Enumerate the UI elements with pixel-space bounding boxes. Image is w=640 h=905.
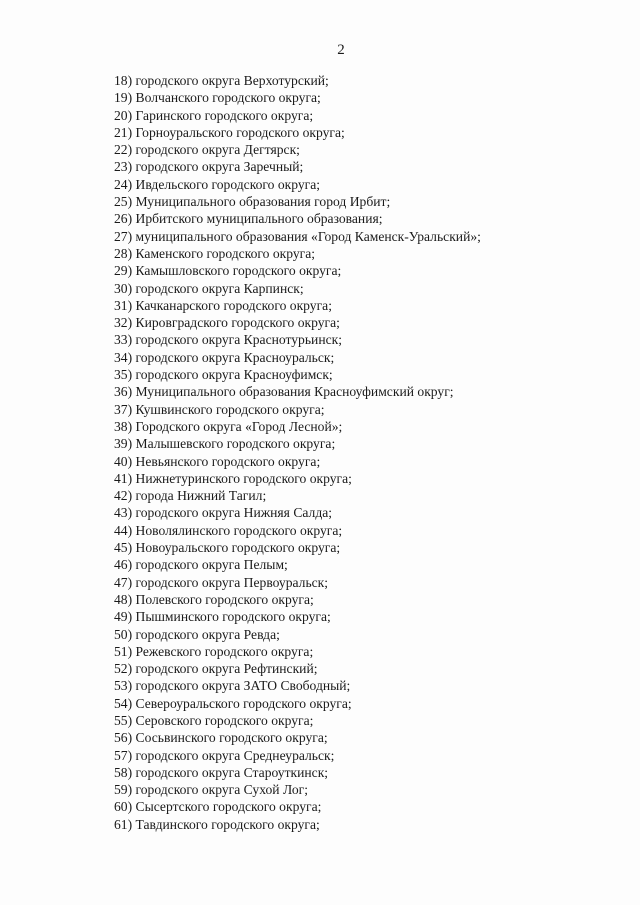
- list-item: 60) Сысертского городского округа;: [114, 799, 322, 815]
- list-item: 29) Камышловского городского округа;: [114, 263, 342, 279]
- list-item: 53) городского округа ЗАТО Свободный;: [114, 678, 351, 694]
- list-item: 23) городского округа Заречный;: [114, 159, 304, 175]
- municipality-list: [114, 72, 481, 833]
- list-item: 59) городского округа Сухой Лог;: [114, 782, 308, 798]
- list-item: 47) городского округа Первоуральск;: [114, 574, 329, 590]
- list-item: 36) Муниципального образования Красноуфимский округ;: [114, 384, 454, 400]
- list-item: 21) Горноуральского городского округа;: [114, 124, 345, 140]
- list-item: 26) Ирбитского муниципального образования;: [114, 211, 383, 227]
- list-item: 30) городского округа Карпинск;: [114, 280, 304, 296]
- list-item: 22) городского округа Дегтярск;: [114, 142, 300, 158]
- list-item: 45) Новоуральского городского округа;: [114, 540, 341, 556]
- list-item: 33) городского округа Краснотурьинск;: [114, 332, 343, 348]
- list-item: 52) городского округа Рефтинский;: [114, 661, 318, 677]
- list-item: 32) Кировградского городского округа;: [114, 315, 340, 331]
- list-item: 25) Муниципального образования город Ирбит;: [114, 194, 391, 210]
- list-item: 38) Городского округа «Город Лесной»;: [114, 418, 343, 434]
- list-item: 35) городского округа Красноуфимск;: [114, 367, 333, 383]
- list-item: 48) Полевского городского округа;: [114, 591, 314, 607]
- list-item: 18) городского округа Верхотурский;: [114, 73, 329, 88]
- list-item: 19) Волчанского городского округа;: [114, 90, 321, 106]
- list-item: 58) городского округа Староуткинск;: [114, 764, 329, 780]
- list-item: 57) городского округа Среднеуральск;: [114, 747, 335, 763]
- list-item: 44) Новолялинского городского округа;: [114, 522, 343, 538]
- list-item: 49) Пышминского городского округа;: [114, 609, 331, 625]
- list-item: 54) Североуральского городского округа;: [114, 695, 352, 711]
- list-item: 56) Сосьвинского городского округа;: [114, 730, 328, 746]
- list-item: 40) Невьянского городского округа;: [114, 453, 321, 469]
- list-item: 31) Качканарского городского округа;: [114, 297, 332, 313]
- list-item: 28) Каменского городского округа;: [114, 245, 316, 261]
- list-item: 39) Малышевского городского округа;: [114, 436, 336, 452]
- list-item: 55) Серовского городского округа;: [114, 712, 314, 728]
- list-item: 42) города Нижний Тагил;: [114, 488, 267, 504]
- list-item: 51) Режевского городского округа;: [114, 643, 314, 659]
- list-item: 37) Кушвинского городского округа;: [114, 401, 325, 417]
- list-item: 34) городского округа Красноуральск;: [114, 349, 335, 365]
- list-item: 20) Гаринского городского округа;: [114, 107, 314, 123]
- list-item: 27) муниципального образования «Город Каменск-Уральский»;: [114, 228, 481, 244]
- list-item: 50) городского округа Ревда;: [114, 626, 280, 642]
- list-item: 24) Ивдельского городского округа;: [114, 176, 321, 192]
- page-number: 2: [337, 42, 345, 58]
- list-item: 46) городского округа Пелым;: [114, 557, 288, 573]
- list-item: 41) Нижнетуринского городского округа;: [114, 470, 352, 486]
- list-item: 61) Тавдинского городского округа;: [114, 816, 320, 832]
- list-item: 43) городского округа Нижняя Салда;: [114, 505, 333, 521]
